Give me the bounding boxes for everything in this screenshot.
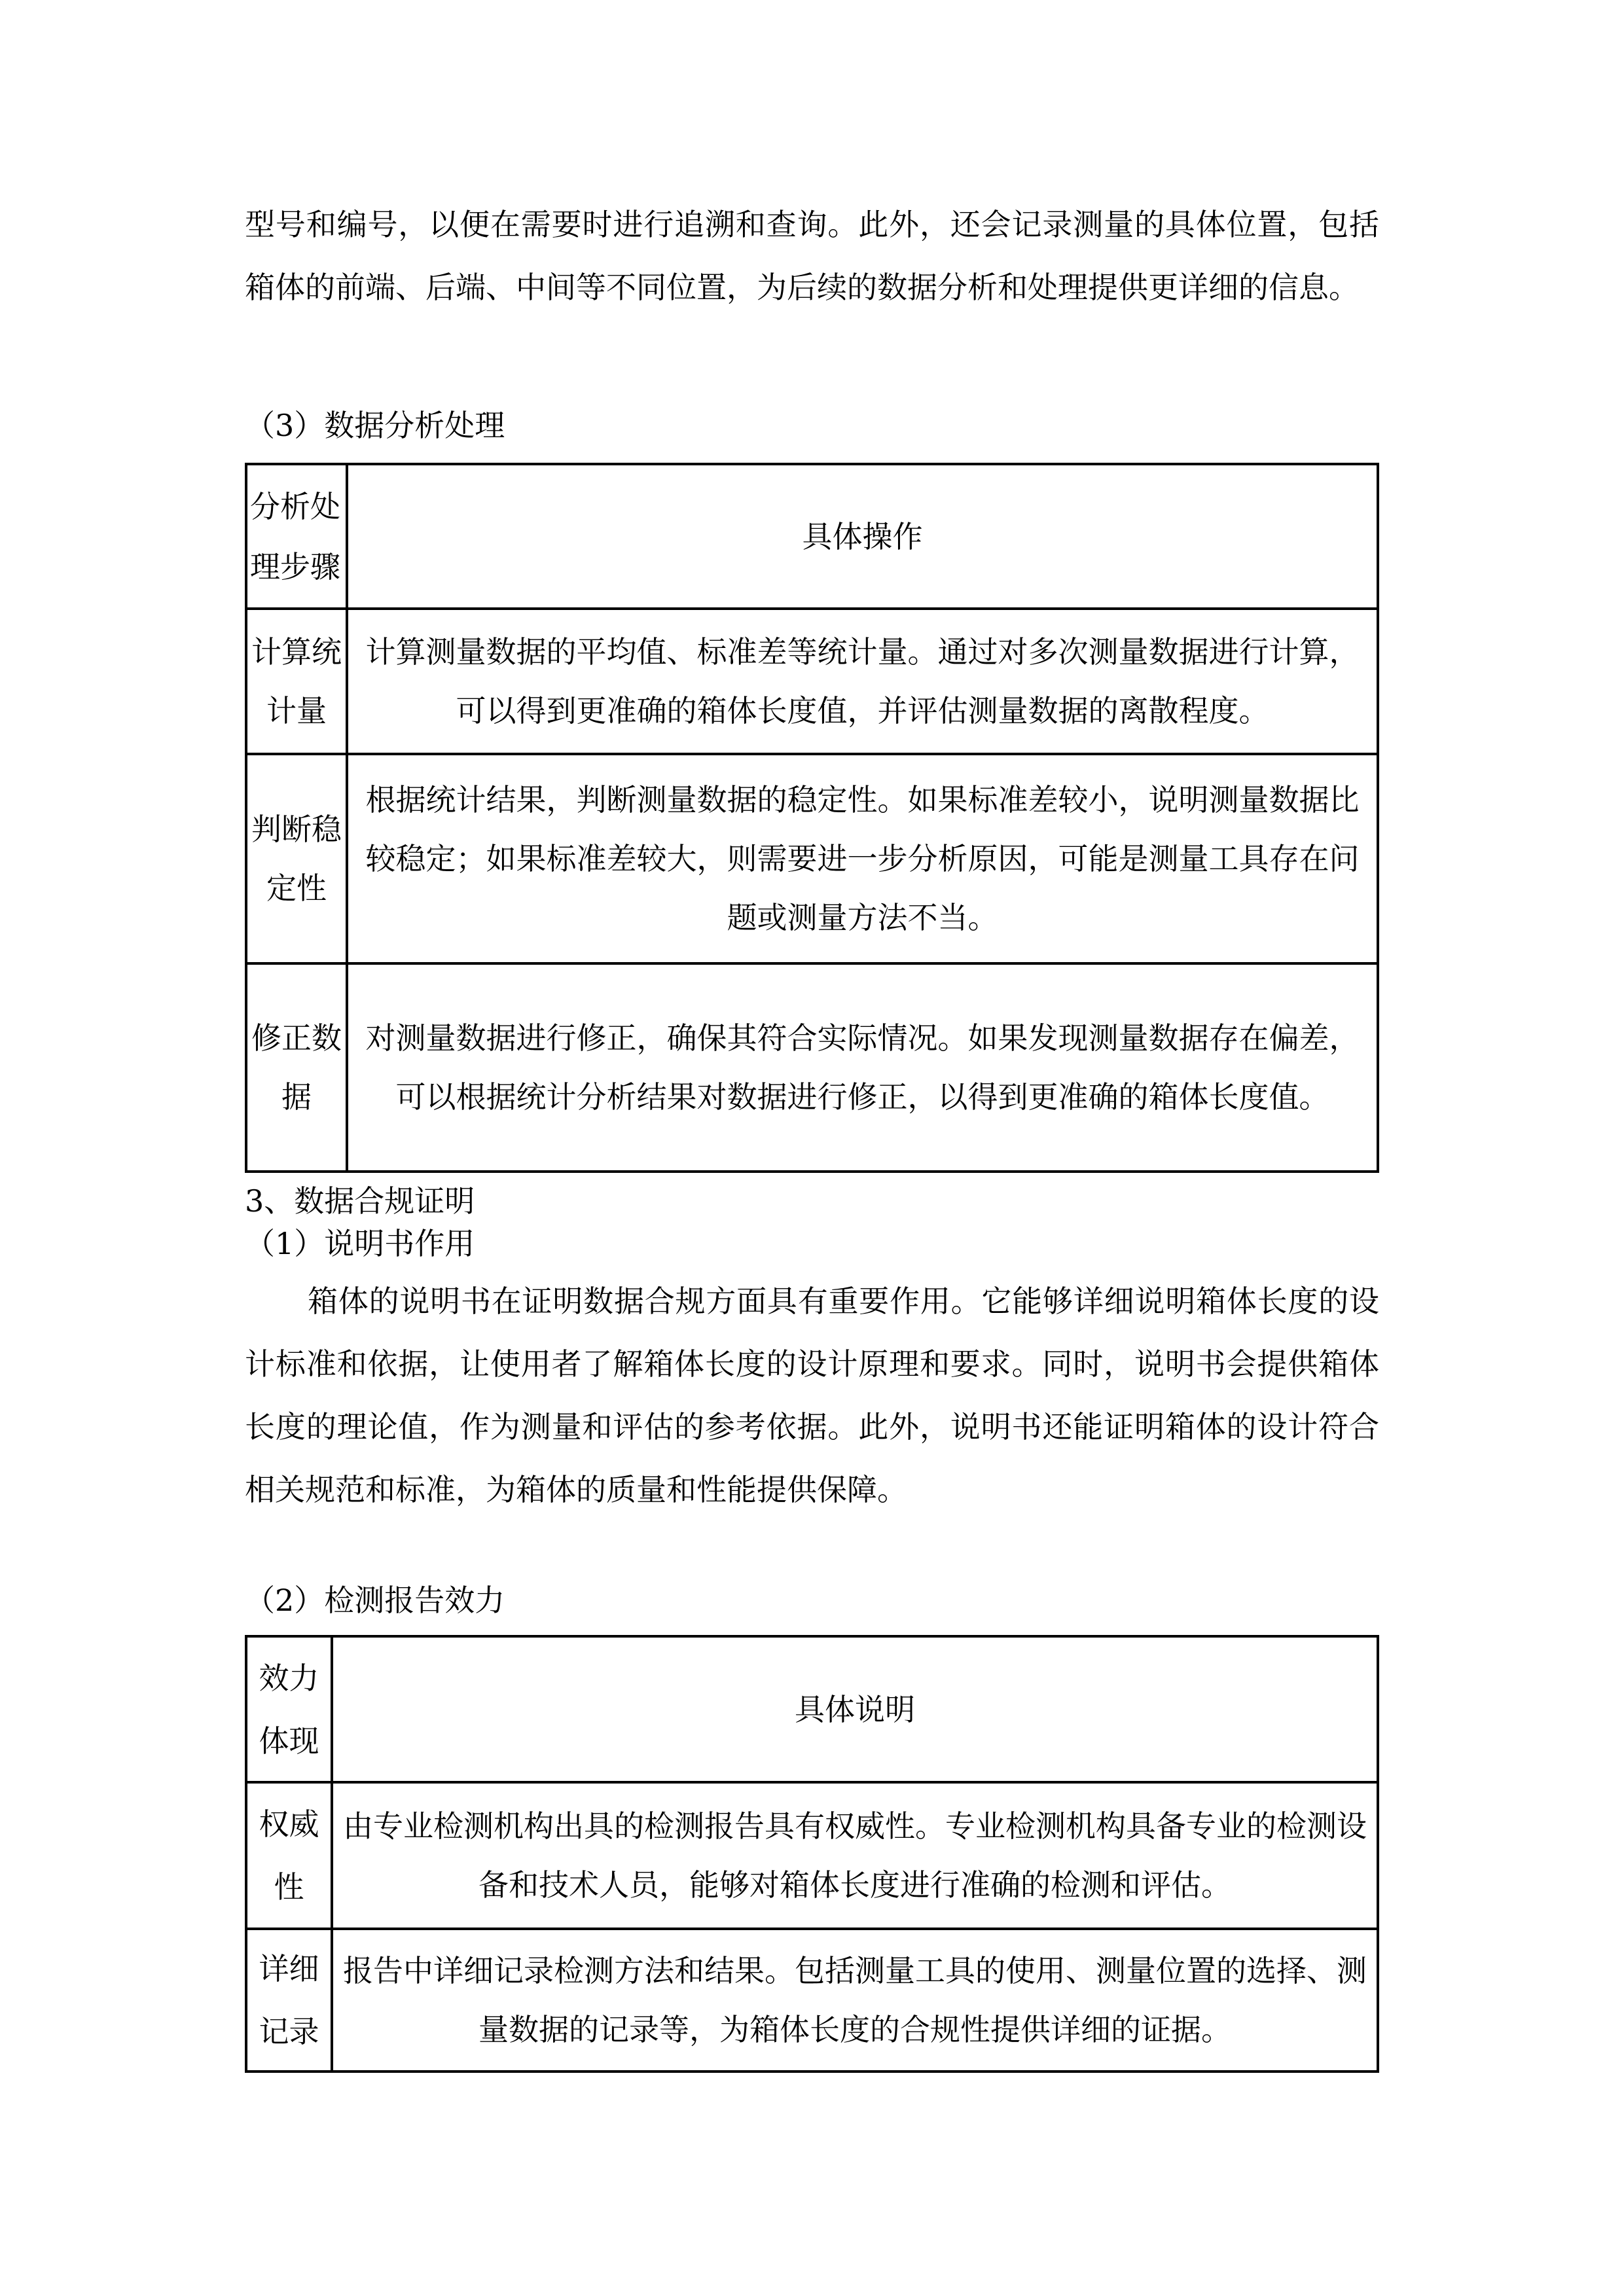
table-header-cell: 具体说明 [332, 1636, 1378, 1782]
subsection-heading-report: （2）检测报告效力 [245, 1583, 505, 1618]
table-row [246, 754, 1378, 963]
report-validity-table [245, 1635, 1379, 2073]
table-header-cell: 效力体现 [246, 1636, 332, 1782]
table-cell-aspect: 权威性 [246, 1782, 332, 1929]
table-cell-detail: 对测量数据进行修正，确保其符合实际情况。如果发现测量数据存在偏差，可以根据统计分析结果对数据进行修正，以得到更准确的箱体长度值。 [347, 963, 1378, 1172]
table-row [246, 1929, 1378, 2072]
table-header-cell: 分析处理步骤 [246, 464, 347, 609]
intro-paragraph: 型号和编号，以便在需要时进行追溯和查询。此外，还会记录测量的具体位置，包括箱体的前端、后端、中间等不同位置，为后续的数据分析和处理提供更详细的信息。 [245, 207, 1379, 305]
table-row [246, 963, 1378, 1172]
data-analysis-table [245, 463, 1379, 1173]
table-header-row [246, 464, 1378, 609]
table-cell-detail: 计算测量数据的平均值、标准差等统计量。通过对多次测量数据进行计算，可以得到更准确的箱体长度值，并评估测量数据的离散程度。 [347, 609, 1378, 754]
table-row [246, 1782, 1378, 1929]
table-cell-step: 计算统计量 [246, 609, 347, 754]
table-cell-detail: 根据统计结果，判断测量数据的稳定性。如果标准差较小，说明测量数据比较稳定；如果标准差较大，则需要进一步分析原因，可能是测量工具存在问题或测量方法不当。 [347, 754, 1378, 963]
table-cell-detail: 由专业检测机构出具的检测报告具有权威性。专业检测机构具备专业的检测设备和技术人员，能够对箱体长度进行准确的检测和评估。 [332, 1782, 1378, 1929]
table-header-row [246, 1636, 1378, 1782]
table-row [246, 609, 1378, 754]
table-cell-aspect: 详细记录 [246, 1929, 332, 2072]
table-cell-detail: 报告中详细记录检测方法和结果。包括测量工具的使用、测量位置的选择、测量数据的记录等，为箱体长度的合规性提供详细的证据。 [332, 1929, 1378, 2072]
manual-paragraph: 箱体的说明书在证明数据合规方面具有重要作用。它能够详细说明箱体长度的设计标准和依据，让使用者了解箱体长度的设计原理和要求。同时，说明书会提供箱体长度的理论值，作为测量和评估的参考依据。此外，说明书还能证明箱体的设计符合相关规范和标准，为箱体的质量和性能提供保障。 [245, 1283, 1379, 1507]
section-heading-compliance: 3、数据合规证明 [245, 1183, 475, 1219]
table-header-cell: 具体操作 [347, 464, 1378, 609]
table-cell-step: 判断稳定性 [246, 754, 347, 963]
subsection-heading-manual: （1）说明书作用 [245, 1226, 475, 1261]
section-heading-data-analysis: （3）数据分析处理 [245, 408, 505, 443]
table-cell-step: 修正数据 [246, 963, 347, 1172]
